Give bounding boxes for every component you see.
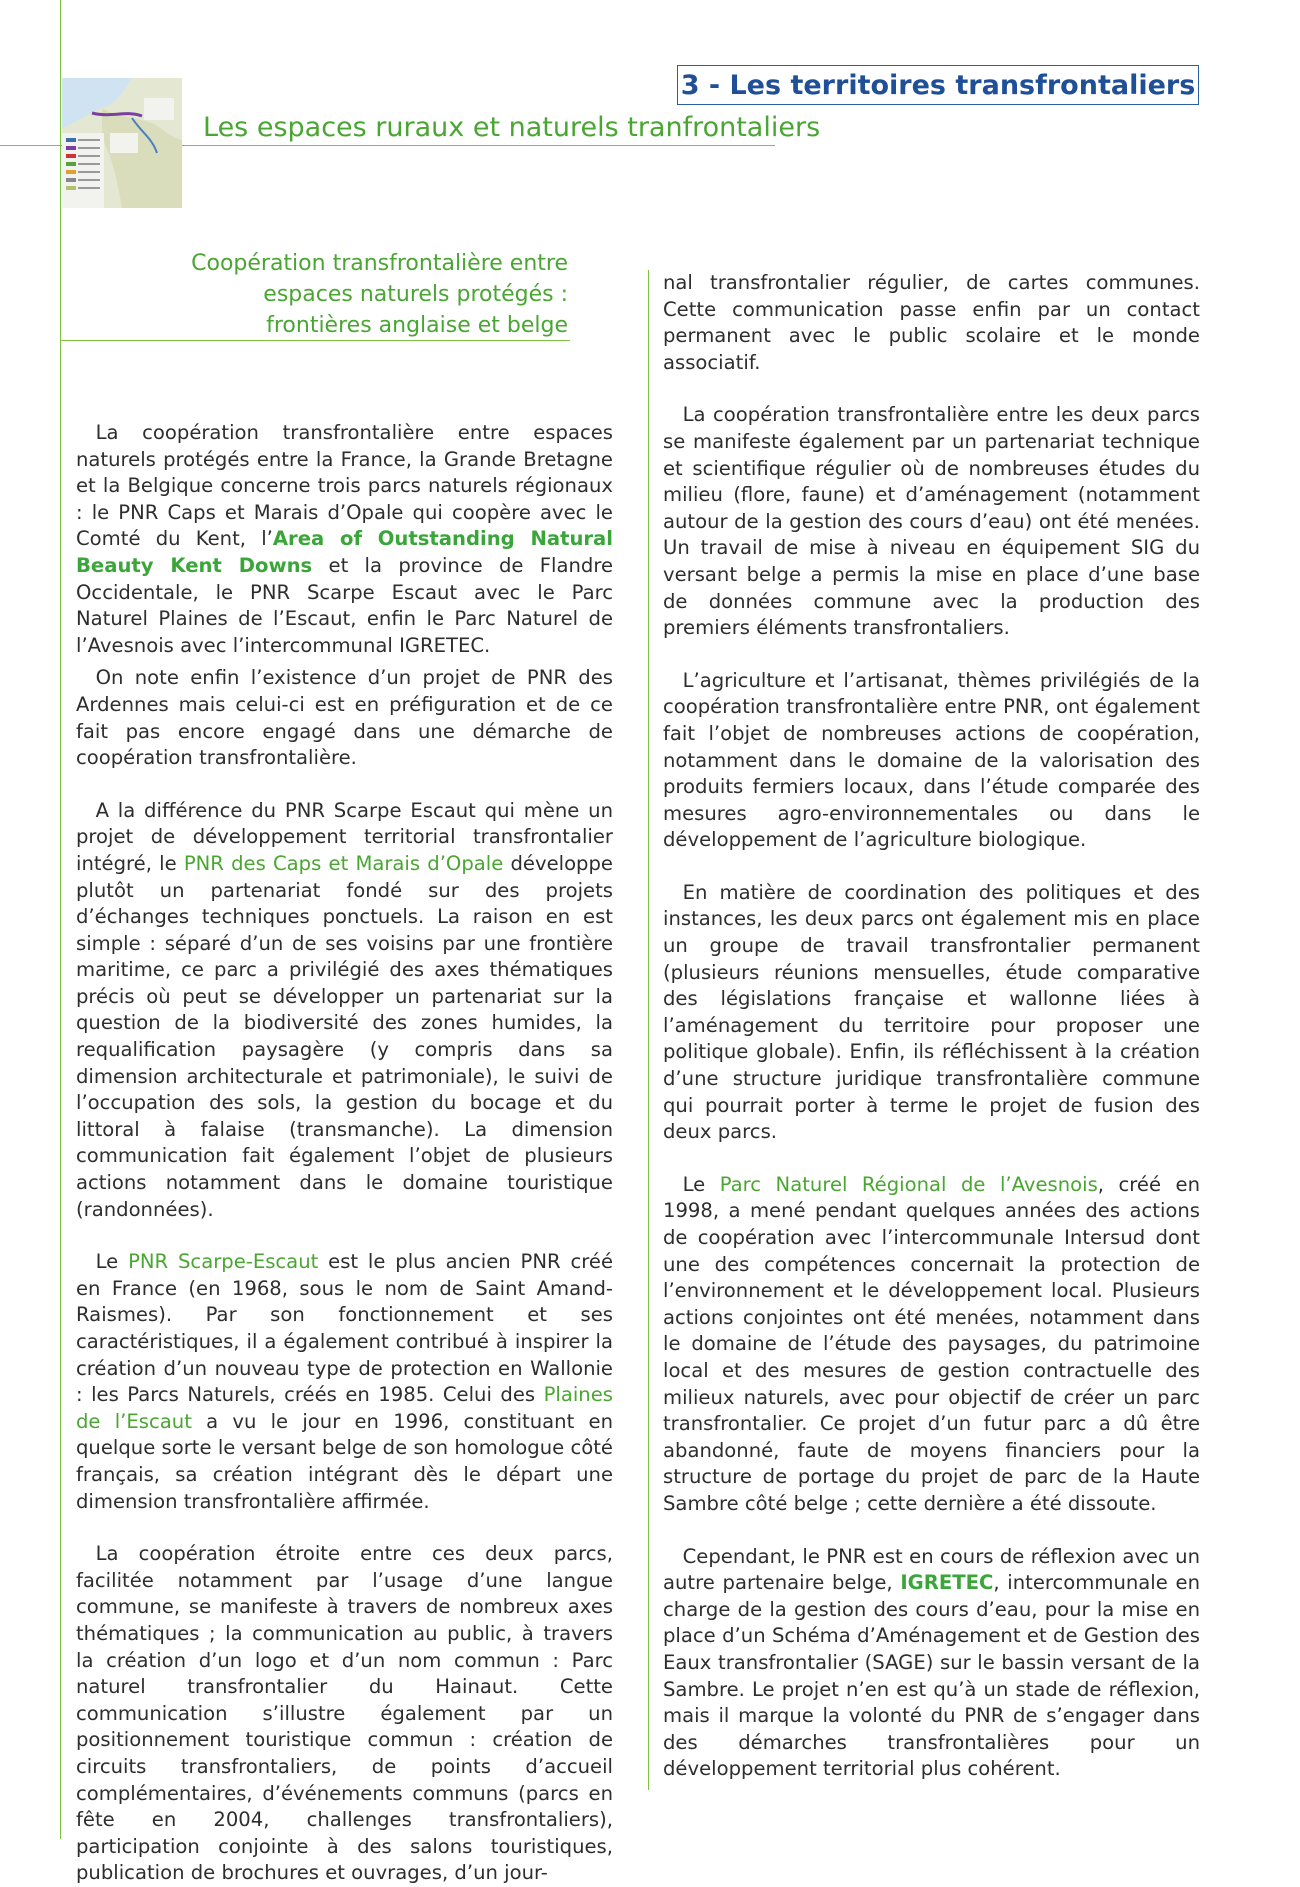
- paragraph: La coopération transfrontalière entre les deux parcs se manifeste également par un partenariat technique et scientifique régulier où de nombreuses études du milieu (flore, faune) et d’aménagement (notamment autour de la gestion des cours d’eau) ont été menées. Un travail de mise à niveau en équipement SIG du versant belge a permis la mise en place d’une base de données commune avec la production des premiers éléments transfrontaliers.: [663, 403, 1200, 640]
- paragraph: Le Parc Naturel Régional de l’Avesnois, créé en 1998, a mené pendant quelques années des actions de coopération avec l’intercommunale Intersud dont une des compétences concernait la protection de l’environnement et le développement local. Plusieurs actions conjointes ont été menées, notamment dans le domaine de l’étude des paysages, du patrimoine local et des mesures de gestion contractuelle des milieux naturels, avec pour objectif de créer un parc transfrontalier. Ce projet d’un futur parc a dû être abandonné, faute de moyens financiers pour la structure de portage du projet de parc de la Haute Sambre côté belge ; cette dernière a été dissoute.: [663, 1172, 1200, 1515]
- section-title: Les espaces ruraux et naturels tranfrontaliers: [203, 112, 821, 143]
- link-pnr-avesnois[interactable]: Parc Naturel Régional de l’Avesnois: [719, 1172, 1098, 1196]
- paragraph: La coopération étroite entre ces deux parcs, facilitée notamment par l’usage d’une langue commune, se manifeste à travers de nombreux axes thématiques ; la communication au public, à travers la création d’un logo et d’un nom commun : Parc naturel transfrontalier du Hainaut. Cette communication s’illustre également par un positionnement touristique commun : création de circuits transfrontaliers, de points d’accueil complémentaires, d’événements communs (parcs en fête en 2004, challenges transfrontaliers), participation conjointe à des salons touristiques, publication de brochures et ouvrages, d’un jour-: [76, 1542, 613, 1885]
- paragraph: La coopération transfrontalière entre espaces naturels protégés entre la France, la Grande Bretagne et la Belgique concerne trois parcs naturels régionaux : le PNR Caps et Marais d’Opale qui coopère avec le Comté du Kent, l’Area of Outstanding Natural Beauty Kent Downs et la province de Flandre Occidentale, le PNR Scarpe Escaut avec le Parc Naturel Plaines de l’Escaut, enfin le Parc Naturel de l’Avesnois avec l’intercommunal IGRETEC.: [76, 421, 614, 657]
- paragraph: L’agriculture et l’artisanat, thèmes privilégiés de la coopération transfrontalière entre PNR, ont également fait l’objet de nombreuses actions de coopération, notamment dans le domaine de la valorisation des produits fermiers locaux, dans l’étude comparée des mesures agro-environnementales ou dans le développement de l’agriculture biologique.: [663, 668, 1200, 852]
- paragraph: En matière de coordination des politiques et des instances, les deux parcs ont également mis en place un groupe de travail transfrontalier permanent (plusieurs réunions mensuelles, étude comparative des législations française et wallonne liées à l’aménagement du territoire pour proposer une politique globale). Enfin, ils réfléchissent à la création d’une structure juridique transfrontalière commune qui pourrait porter à terme le projet de fusion des deux parcs.: [663, 880, 1200, 1144]
- article-subtitle: [120, 248, 568, 341]
- left-column: [76, 420, 613, 1887]
- paragraph: On note enfin l’existence d’un projet de PNR des Ardennes mais celui-ci est en préfiguration et de ce fait pas encore engagé dans une démarche de coopération transfrontalière.: [76, 666, 613, 770]
- chapter-title: 3 - Les territoires transfrontaliers: [677, 65, 1199, 105]
- column-separator: [648, 270, 649, 1790]
- paragraph: A la différence du PNR Scarpe Escaut qui mène un projet de développement territorial transfrontalier intégré, le PNR des Caps et Marais d’Opale développe plutôt un partenariat fondé sur des projets d’échanges techniques ponctuels. La raison en est simple : séparé d’un de ses voisins par une frontière maritime, ce parc a privilégié des axes thématiques précis où peut se développer un partenariat sur la question de la biodiversité des zones humides, la requalification paysagère (y compris dans sa dimension architecturale et patrimoniale), le suivi de l’occupation des sols, la gestion du bocage et du littoral à falaise (transmanche). La dimension communication fait également l’objet de plusieurs actions notamment dans le domaine touristique (randonnées).: [76, 798, 613, 1221]
- link-pnr-caps-marais[interactable]: PNR des Caps et Marais d’Opale: [183, 851, 504, 875]
- map-thumbnail: [62, 78, 182, 208]
- subtitle-line: espaces naturels protégés :: [263, 282, 568, 307]
- paragraph: Le PNR Scarpe-Escaut est le plus ancien PNR créé en France (en 1968, sous le nom de Saint Amand-Raismes). Par son fonctionnement et ses caractéristiques, il a également contribué à inspirer la création d’un nouveau type de protection en Wallonie : les Parcs Naturels, créés en 1985. Celui des Plaines de l’Escaut a vu le jour en 1996, constituant en quelque sorte le versant belge de son homologue côté français, sa création intégrant dès le départ une dimension transfrontalière affirmée.: [76, 1250, 613, 1513]
- link-plaines-escaut[interactable]: Plaines de l’Escaut: [76, 1383, 613, 1433]
- link-kent-downs[interactable]: Area of Outstanding Natural Beauty Kent Downs: [76, 527, 613, 577]
- left-margin-rule: [60, 0, 61, 1839]
- subtitle-line: Coopération transfrontalière entre: [191, 251, 568, 276]
- link-pnr-scarpe-escaut[interactable]: PNR Scarpe-Escaut: [128, 1250, 319, 1274]
- right-column: [663, 270, 1200, 1783]
- paragraph: Cependant, le PNR est en cours de réflexion avec un autre partenaire belge, IGRETEC, intercommunale en charge de la gestion des cours d’eau, pour la mise en place d’un Schéma d’Aménagement et de Gestion des Eaux transfrontalier (SAGE) sur le bassin versant de la Sambre. Le projet n’en est qu’à un stade de réflexion, mais il marque la volonté du PNR de s’engager dans des démarches transfrontalières pour un développement territorial plus cohérent.: [663, 1544, 1200, 1781]
- subtitle-line: frontières anglaise et belge: [266, 313, 568, 338]
- link-igretec[interactable]: IGRETEC: [900, 1571, 994, 1595]
- paragraph-continued: nal transfrontalier régulier, de cartes communes. Cette communication passe enfin par un contact permanent avec le public scolaire et le monde associatif.: [663, 271, 1200, 374]
